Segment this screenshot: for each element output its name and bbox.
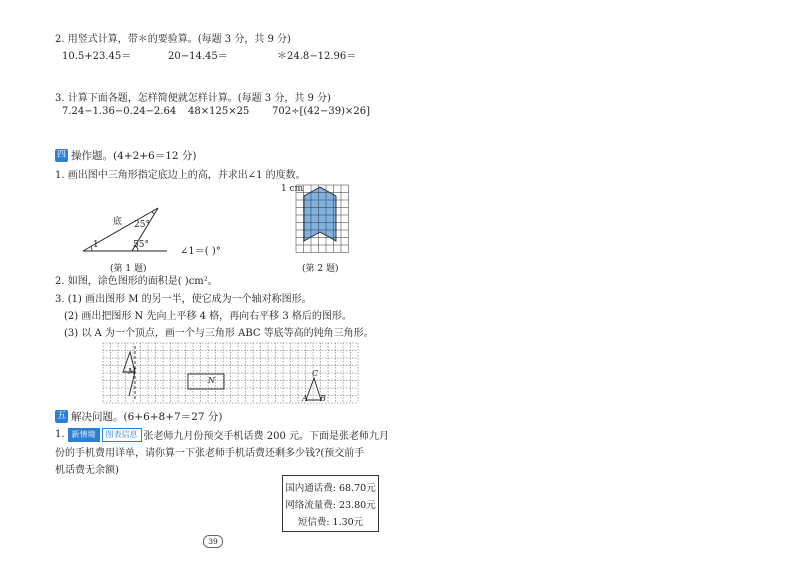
label-m: M bbox=[128, 367, 137, 376]
label-a: A bbox=[302, 394, 308, 403]
label-b: B bbox=[320, 394, 326, 403]
figure-2-caption: (第 2 题) bbox=[302, 264, 339, 274]
shaded-shape bbox=[304, 187, 336, 241]
figure-1-caption: (第 1 题) bbox=[110, 264, 147, 274]
sec4-q1-text: 1. 画出图中三角形指定底边上的高，并求出∠1 的度数。 bbox=[55, 170, 306, 181]
sec5-q1-text-3: 机话费无余额) bbox=[55, 465, 119, 476]
figure-n-shape bbox=[188, 374, 224, 389]
chart-info-tag: 图表信息 bbox=[102, 428, 142, 442]
q3-item-3: 702÷[(42−39)×26] bbox=[272, 106, 371, 117]
section-5-heading bbox=[55, 409, 223, 424]
q3-item-1: 7.24−1.36−0.24−2.64 bbox=[62, 106, 177, 117]
fee-detail-box bbox=[282, 475, 379, 532]
section-4-heading bbox=[55, 148, 197, 163]
page-number: 39 bbox=[203, 535, 223, 548]
sec5-q1-text-2: 份的手机费用详单，请你算一下张老师手机话费还剩多少钱?(预交前手 bbox=[55, 448, 365, 459]
sec5-q1-number: 1. bbox=[55, 429, 65, 440]
q2-item-2: 20−14.45＝ bbox=[168, 51, 228, 62]
q3-title: 3. 计算下面各题，怎样简便就怎样计算。(每题 3 分，共 9 分) bbox=[55, 93, 331, 104]
q2-item-1: 10.5+23.45＝ bbox=[62, 51, 132, 62]
fee-domestic-call: 国内通话费: 68.70元 bbox=[285, 483, 376, 494]
label-n: N bbox=[208, 376, 215, 385]
section-5-title: 解决问题。(6+6+8+7＝27 分) bbox=[71, 411, 223, 423]
sec4-q2-text: 2. 如图，涂色图形的面积是( )cm²。 bbox=[55, 276, 218, 287]
sec4-q3-line-3: (3) 以 A 为一个顶点，画一个与三角形 ABC 等底等高的钝角三角形。 bbox=[64, 328, 374, 339]
triangle-base-label: 底 bbox=[113, 217, 123, 227]
sec5-q1-text-1: 张老师九月份预交手机话费 200 元。下面是张老师九月 bbox=[143, 431, 389, 442]
triangle-angle-bottom: 55° bbox=[133, 240, 149, 250]
fee-sms: 短信费: 1.30元 bbox=[297, 517, 364, 528]
label-c: C bbox=[312, 369, 319, 378]
sec4-q3-line-1: 3. (1) 画出图形 M 的另一半，使它成为一个轴对称图形。 bbox=[55, 294, 312, 305]
q2-item-3: ＊24.8−12.96＝ bbox=[277, 51, 357, 62]
new-context-tag: 新情境 bbox=[68, 428, 100, 442]
sec5-q1-line-1 bbox=[55, 427, 389, 442]
triangle-angle-one: 1 bbox=[93, 240, 99, 250]
q2-title: 2. 用竖式计算，带＊的要验算。(每题 3 分，共 9 分) bbox=[55, 34, 291, 45]
fee-data-traffic: 网络流量费: 23.80元 bbox=[285, 500, 376, 511]
triangle-abc bbox=[306, 378, 321, 400]
section-4-title: 操作题。(4+2+6＝12 分) bbox=[71, 150, 197, 162]
angle-one-answer: ∠1＝( )° bbox=[180, 246, 221, 257]
triangle-angle-top: 25° bbox=[134, 220, 150, 230]
unit-label: 1 cm bbox=[281, 184, 304, 194]
shaded-grid-figure bbox=[295, 184, 351, 254]
section-4-badge: 四 bbox=[56, 150, 66, 160]
sec4-q3-line-2: (2) 画出把图形 N 先向上平移 4 格，再向右平移 3 格后的图形。 bbox=[64, 311, 352, 322]
q3-item-2: 48×125×25 bbox=[188, 106, 250, 117]
section-5-badge: 五 bbox=[56, 411, 66, 421]
